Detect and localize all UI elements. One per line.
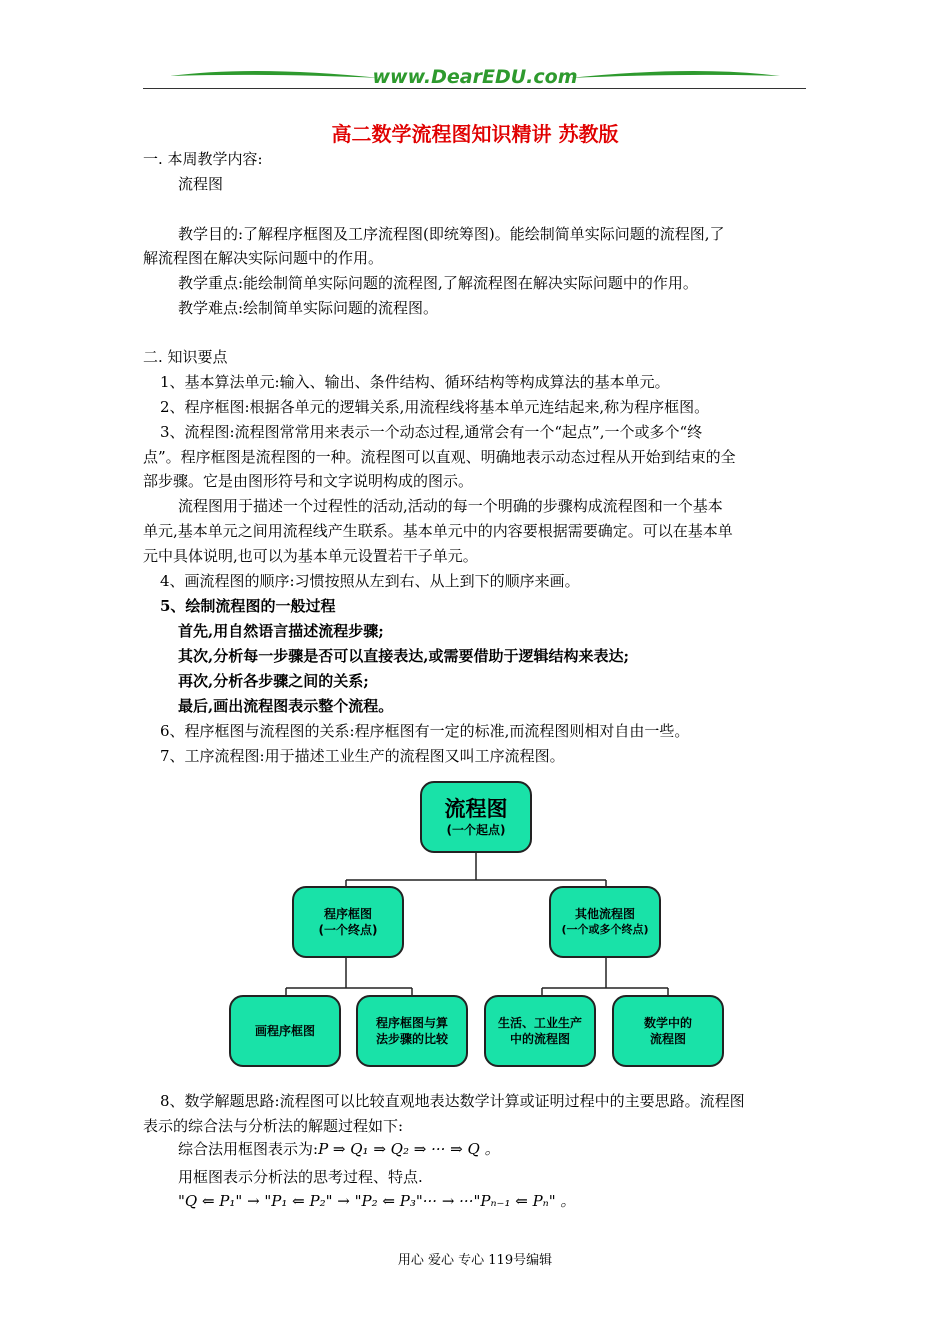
goal-line-2: 解流程图在解决实际问题中的作用。 [143,249,384,267]
leaf-2-line-1: 程序框图与算 [375,1016,448,1030]
diagram-leaf-2 [356,995,468,1067]
logo-text: www.DearEDU.com [372,66,578,88]
leaf-4-line-1: 数学中的 [643,1016,692,1030]
root-subtitle: (一个起点) [446,823,506,837]
leaf-2-line-2: 法步骤的比较 [375,1032,448,1046]
point-5-heading: 5、绘制流程图的一般过程 [160,597,336,615]
diagram-root-node [420,781,532,853]
synthesis-formula: P ⇒ Q₁ ⇒ Q₂ ⇒ ··· ⇒ Q 。 [318,1140,500,1158]
difficulty-line: 教学难点:绘制简单实际问题的流程图。 [178,299,439,317]
page-title: 高二数学流程图知识精讲 苏教版 [331,122,619,146]
point-3-line-2: 点”。程序框图是流程图的一种。流程图可以直观、明确地表示动态过程从开始到结束的全 [143,448,736,466]
section-1-topic: 流程图 [178,175,224,193]
point-6: 6、程序框图与流程图的关系:程序框图有一定的标准,而流程图则相对自由一些。 [160,722,690,740]
leaf-3-line-1: 生活、工业生产 [497,1016,582,1030]
leaf-3-line-2: 中的流程图 [509,1032,570,1046]
focus-line: 教学重点:能绘制简单实际问题的流程图,了解流程图在解决实际问题中的作用。 [178,274,698,292]
point-8-line-1: 8、数学解题思路:流程图可以比较直观地表达数学计算或证明过程中的主要思路。流程图 [160,1092,745,1110]
point-3b-line-1: 流程图用于描述一个过程性的活动,活动的每一个明确的步骤构成流程图和一个基本 [178,497,723,515]
goal-line-1: 教学目的:了解程序框图及工序流程图(即统筹图)。能绘制简单实际问题的流程图,了 [178,225,725,243]
point-5-step-2: 其次,分析每一步骤是否可以直接表达,或需要借助于逻辑结构来表达; [178,647,629,665]
synthesis-label: 综合法用框图表示为: [178,1140,319,1158]
page-footer: 用心 爱心 专心 119号编辑 [397,1253,553,1268]
point-8-line-2: 表示的综合法与分析法的解题过程如下: [143,1117,404,1135]
diagram-leaf-3 [484,995,596,1067]
leaf-4-line-2: 流程图 [649,1032,686,1046]
point-4: 4、画流程图的顺序:习惯按照从左到右、从上到下的顺序来画。 [160,572,580,590]
analysis-formula: "Q ⇐ P₁" → "P₁ ⇐ P₂" → "P₂ ⇐ P₃"··· → ···"Pₙ₋₁ ⇐ Pₙ" 。 [178,1192,576,1210]
diagram-leaf-1 [229,995,341,1067]
point-3b-line-2: 单元,基本单元之间用流程线产生联系。基本单元中的内容要根据需要确定。可以在基本单 [143,522,733,540]
point-1: 1、基本算法单元:输入、输出、条件结构、循环结构等构成算法的基本单元。 [160,373,670,391]
point-3b-line-3: 元中具体说明,也可以为基本单元设置若干子单元。 [143,547,478,565]
point-3-line-3: 部步骤。它是由图形符号和文字说明构成的图示。 [143,472,474,490]
point-7: 7、工序流程图:用于描述工业生产的流程图又叫工序流程图。 [160,747,565,765]
synthesis-line [178,1140,500,1159]
diagram-right-node [549,886,661,958]
root-title: 流程图 [444,797,508,821]
left-subtitle: (一个终点) [318,923,378,937]
section-2-heading: 二. 知识要点 [143,348,228,366]
right-title: 其他流程图 [574,907,635,921]
leaf-1-label: 画程序框图 [254,1024,315,1038]
point-2: 2、程序框图:根据各单元的逻辑关系,用流程线将基本单元连结起来,称为程序框图。 [160,398,710,416]
right-subtitle: (一个或多个终点) [561,923,649,936]
point-5-step-4: 最后,画出流程图表示整个流程。 [178,697,394,715]
analysis-label: 用框图表示分析法的思考过程、特点. [178,1168,423,1186]
left-title: 程序框图 [323,907,372,921]
point-5-step-1: 首先,用自然语言描述流程步骤; [178,622,384,640]
section-1-heading: 一. 本周教学内容: [143,150,263,168]
point-5-step-3: 再次,分析各步骤之间的关系; [178,672,369,690]
point-3-line-1: 3、流程图:流程图常常用来表示一个动态过程,通常会有一个“起点”,一个或多个“终 [160,423,703,441]
diagram-left-node [292,886,404,958]
diagram-leaf-4 [612,995,724,1067]
